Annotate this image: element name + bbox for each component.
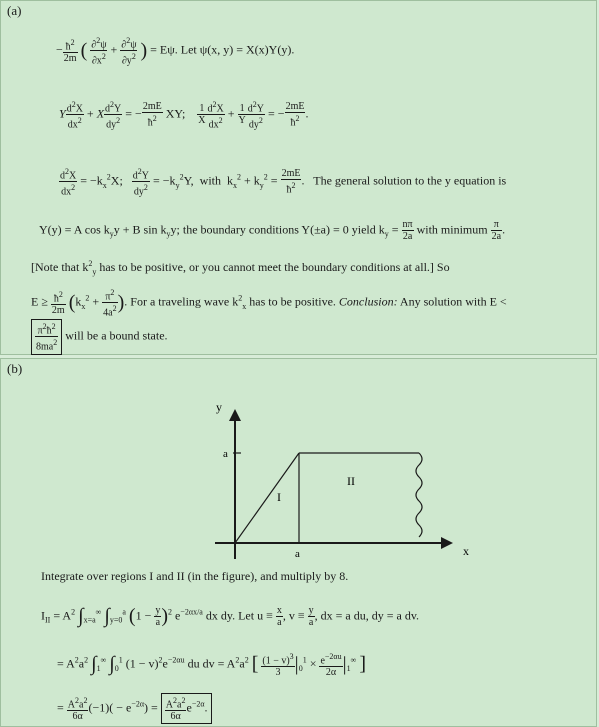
integral-line-1-dx: dx = a du, dy = a dv. — [320, 608, 420, 623]
ode-line: $\frac{d^2X}{dx^2}$ = $-k_x^2X$; $\frac{d^2Y}{dy^2}$ = $-k_y^2Y$, with $k_x^2 + k_y^2$ = $\frac{2mE}{ħ^2}$ . The general solution to the y equation is — [60, 167, 507, 198]
note-part-1: [Note that k — [31, 260, 89, 274]
panel-a-label: (a) — [7, 3, 22, 18]
bound-text: will be a bound state. — [65, 328, 168, 343]
eq1-rest: = Eψ. Let ψ(x, y) = X(x)Y(y). — [150, 42, 295, 57]
solution-part-4: with minimum — [416, 222, 488, 237]
panel-a — [0, 0, 597, 355]
instruction-text: Integrate over regions I and II (in the figure), and multiply by 8. — [41, 569, 349, 583]
x-axis-label: x — [463, 544, 469, 558]
energy-bound-box: $\frac{\pi^2ħ^2}{8ma^2}$ — [31, 319, 62, 355]
solution-part-2: y + B sin k — [113, 222, 167, 237]
solution-part-1: Y(y) = A cos k — [39, 222, 110, 237]
integral-line-3: = $\frac{A^2a^2}{6\alpha}$ $(-1)( - e^{-2\alpha})$ = $\frac{A^2a^2}{6\alpha}$ $e^{-2\alpha}$. — [57, 693, 212, 724]
cond-part-3: Any solution with E < — [397, 294, 507, 309]
eq2-rest: XY; — [165, 106, 186, 121]
panel-b — [0, 358, 597, 727]
cond-part-1: . For a traveling wave k — [124, 294, 239, 309]
eq3-rest: The general solution to the y equation is — [313, 173, 507, 188]
x-tick-label: a — [295, 548, 300, 560]
y-axis-arrow — [229, 409, 241, 421]
region-i-label: I — [277, 490, 281, 504]
wavy-edge — [416, 453, 422, 537]
separated-equation: Y $\frac{d^2X}{dx^2}$ + X $\frac{d^2Y}{dy^2}$ = − $\frac{2mE}{ħ^2}$ XY; $\frac{1}{X}$ $\frac{d^2X}{dx^2}$ + $\frac{1}{Y}$ $\frac{d^2Y}{dy^2}$ = − $\frac{2mE}{ħ^2}$ . — [59, 100, 309, 131]
final-answer-box: $\frac{A^2a^2}{6\alpha}$ $e^{-2\alpha}$. — [161, 693, 212, 724]
integral-line-2: = $A^2a^2$ $\int_1^\infty$ $\int_0^1$ $(1 - v)^2e^{-2\alpha u}$ du dv = $A^2a^2$ [ $\frac{(1 - v)^3}{3}$ $|_0^1$ × $\frac{e^{-2\alpha u}}{2\alpha}$ $|_1^\infty$ ] — [57, 652, 367, 679]
x-axis-arrow — [441, 537, 453, 549]
integral-line-3-end: ) = — [144, 700, 158, 715]
schrodinger-equation: − $\frac{ħ^2}{2m}$ ( $\frac{\partial^2\psi}{\partial x^2}$ + $\frac{\partial^2\psi}{\partial y^2}$ ) = Eψ. Let ψ(x, y) = X(x)Y(y). — [56, 36, 295, 67]
region-ii-label: II — [347, 474, 355, 488]
integral-line-1-rest: dx dy. Let u ≡ — [205, 608, 273, 623]
conclusion-label: Conclusion: — [338, 294, 398, 309]
integral-line-3-mid: (−1)( − e — [88, 700, 132, 715]
panel-b-label: (b) — [7, 361, 23, 376]
y-axis-label: y — [216, 400, 222, 414]
note-part-2: has to be positive, or you cannot meet the boundary conditions at all.] So — [96, 260, 450, 274]
integral-line-2-rest: du dv = A — [187, 656, 236, 671]
solution-part-3: y; the boundary conditions Y(±a) = 0 yield k — [170, 222, 385, 237]
bound-state-line — [31, 319, 168, 355]
cond-part-2: has to be positive. — [246, 294, 339, 309]
region-figure — [1, 389, 598, 579]
note-line: [Note that $k^2_y$ has to be positive, or you cannot meet the boundary conditions at all.] So — [31, 259, 450, 277]
diagonal-line — [235, 453, 299, 543]
integral-line-1: $I_{II} = A^2$ $\int_{x=a}^\infty$ $\int_{y=0}^a$ (1 − $\frac{y}{a}$ )$^2$ $e^{-2\alpha x/a}$ dx dy. Let u ≡ $\frac{x}{a}$ , v ≡ $\frac{y}{a}$ , dx = a du, dy = a dv. — [41, 605, 420, 628]
general-solution: Y(y) = A $\cos k_yy + B$ $\sin k_yy$; the boundary conditions Y(±a) = 0 yield $k_y$ = $\frac{n\pi}{2a}$ with minimum $\frac{\pi}{2a}$ . — [39, 219, 506, 242]
energy-condition: E ≥ $\frac{ħ^2}{2m}$ ($k_x^2$ + $\frac{\pi^2}{4a^2}$ ). For a traveling wave $k^2_x$ has to be positive. Conclusion: Any solution with E < — [31, 288, 507, 319]
y-tick-label: a — [223, 448, 228, 460]
